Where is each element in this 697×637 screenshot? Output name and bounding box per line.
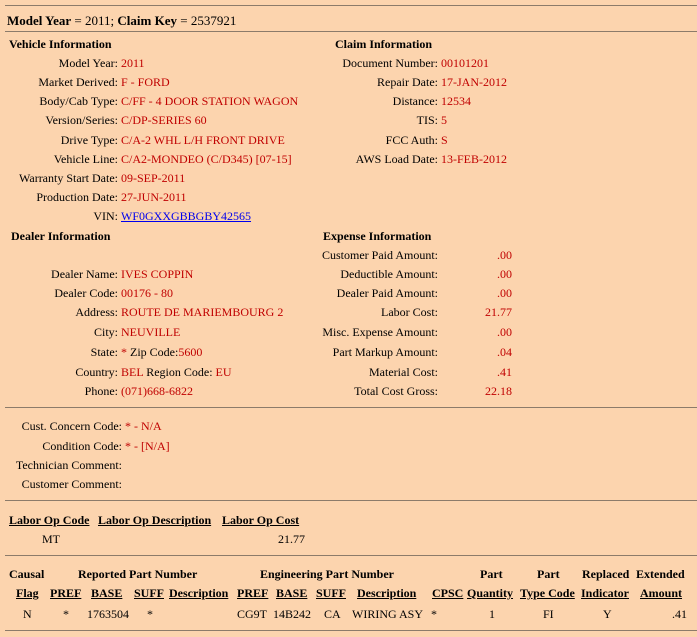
phone-value: (071)668-6822: [121, 384, 193, 398]
parts-header: Flag: [16, 586, 39, 600]
dealer-label: Dealer Name:: [51, 267, 118, 281]
model-year-label: Model Year: [7, 13, 72, 28]
comment-label: Customer Comment:: [21, 477, 122, 491]
claim-label: TIS:: [416, 113, 438, 127]
parts-header: PREF: [237, 586, 269, 600]
expense-value: 21.77: [485, 305, 512, 319]
expense-value: .41: [497, 365, 512, 379]
claim-label: Distance:: [392, 94, 438, 108]
claim-label: AWS Load Date:: [355, 152, 438, 166]
vehicle-value: 2011: [121, 56, 145, 70]
labor-header-code: Labor Op Code: [9, 513, 90, 527]
country-region-row: [121, 365, 232, 380]
vehicle-label: Drive Type:: [60, 133, 118, 147]
vin-link[interactable]: WF0GXXGBBGBY42565: [121, 209, 252, 223]
parts-cell: CG9T: [237, 607, 267, 621]
parts-header: Quantity: [467, 586, 514, 600]
parts-group-replaced: Replaced: [582, 567, 630, 581]
vehicle-value: 27-JUN-2011: [121, 190, 187, 204]
parts-cell: FI: [543, 607, 554, 621]
expense-label: Labor Cost:: [381, 305, 438, 319]
expense-label: Deductible Amount:: [340, 267, 438, 281]
expense-value: .00: [497, 325, 512, 339]
parts-header: CPSC: [432, 586, 464, 600]
vehicle-label: Model Year:: [58, 56, 118, 70]
country-value: BEL: [121, 365, 144, 379]
vehicle-label: Version/Series:: [45, 113, 118, 127]
expense-label: Material Cost:: [369, 365, 438, 379]
comment-label: Condition Code:: [42, 439, 122, 453]
page-header: Model Year = 2011; Claim Key = 2537921: [7, 13, 237, 28]
region-label: Region Code:: [146, 365, 213, 379]
claim-value: 00101201: [441, 56, 489, 70]
claim-value: 5: [441, 113, 447, 127]
dealer-label: City:: [93, 325, 118, 339]
comment-value: * - [N/A]: [125, 439, 170, 453]
claim-label: Document Number:: [342, 56, 438, 70]
vehicle-value: C/A2-MONDEO (C/D345) [07-15]: [121, 152, 292, 166]
parts-cell: N: [23, 607, 32, 621]
section-divider: [5, 555, 697, 556]
parts-header: Indicator: [581, 586, 629, 600]
parts-header: Amount: [640, 586, 683, 600]
comment-label: Technician Comment:: [15, 458, 122, 472]
claim-key-label: Claim Key: [117, 13, 177, 28]
expense-value: .04: [497, 345, 512, 359]
vehicle-value: C/DP-SERIES 60: [121, 113, 207, 127]
expense-value: .00: [497, 248, 512, 262]
vehicle-info-title: Vehicle Information: [9, 37, 112, 51]
vehicle-label: Body/Cab Type:: [39, 94, 118, 108]
dealer-value: NEUVILLE: [121, 325, 181, 339]
state-zip-row: [121, 345, 202, 360]
parts-group-causal: Causal: [9, 567, 45, 581]
claim-value: S: [441, 133, 448, 147]
vehicle-value: F - FORD: [121, 75, 170, 89]
dealer-value: 00176 - 80: [121, 286, 173, 300]
vehicle-label: Market Derived:: [38, 75, 118, 89]
parts-group-part2: Part: [537, 567, 560, 581]
parts-cell: .41: [672, 607, 687, 621]
top-divider: [5, 5, 697, 6]
expense-value: 22.18: [485, 384, 512, 398]
parts-header: Description: [169, 586, 229, 600]
dealer-value: IVES COPPIN: [121, 267, 194, 281]
labor-header-desc: Labor Op Description: [98, 513, 212, 527]
expense-label: Misc. Expense Amount:: [322, 325, 438, 339]
expense-info-title: Expense Information: [323, 229, 432, 243]
vehicle-value: C/FF - 4 DOOR STATION WAGON: [121, 94, 299, 108]
comment-value: * - N/A: [125, 419, 162, 433]
labor-cell-code: MT: [42, 532, 60, 546]
section-divider: [5, 500, 697, 501]
parts-cell: *: [63, 607, 69, 621]
parts-cell: WIRING ASY: [352, 607, 423, 621]
parts-group-extended: Extended: [636, 567, 685, 581]
zip-label: Zip Code:: [130, 345, 179, 359]
parts-header: SUFF: [316, 586, 346, 600]
parts-cell: CA: [324, 607, 341, 621]
vin-label: VIN:: [93, 209, 118, 223]
comment-label: Cust. Concern Code:: [21, 419, 122, 433]
phone-label: Phone:: [84, 384, 118, 398]
expense-label: Customer Paid Amount:: [321, 248, 438, 262]
parts-cell: *: [431, 607, 437, 621]
vehicle-label: Production Date:: [36, 190, 118, 204]
expense-value: .00: [497, 286, 512, 300]
parts-cell: 1763504: [87, 607, 129, 621]
dealer-value: ROUTE DE MARIEMBOURG 2: [121, 305, 284, 319]
expense-label: Dealer Paid Amount:: [336, 286, 438, 300]
vehicle-value: C/A-2 WHL L/H FRONT DRIVE: [121, 133, 285, 147]
labor-header-cost: Labor Op Cost: [222, 513, 300, 527]
parts-cell: 14B242: [273, 607, 312, 621]
dealer-label: Address:: [75, 305, 118, 319]
labor-cell-cost: 21.77: [278, 532, 305, 546]
parts-header: PREF: [50, 586, 82, 600]
section-divider: [5, 407, 697, 408]
claim-label: Repair Date:: [377, 75, 438, 89]
parts-cell: *: [147, 607, 153, 621]
parts-header: SUFF: [134, 586, 164, 600]
expense-label: Part Markup Amount:: [332, 345, 438, 359]
vehicle-label: Vehicle Line:: [53, 152, 118, 166]
country-label: Country:: [75, 365, 118, 379]
parts-header: BASE: [91, 586, 123, 600]
region-value: EU: [215, 365, 232, 379]
state-label: State:: [90, 345, 118, 359]
parts-cell: Y: [603, 607, 612, 621]
state-value: *: [121, 345, 127, 359]
claim-label: FCC Auth:: [385, 133, 438, 147]
parts-group-reported: Reported Part Number: [78, 567, 198, 581]
expense-label: Total Cost Gross:: [354, 384, 438, 398]
parts-header: Type Code: [520, 586, 575, 600]
claim-value: 12534: [441, 94, 471, 108]
parts-group-engineering: Engineering Part Number: [260, 567, 394, 581]
dealer-info-title: Dealer Information: [11, 229, 111, 243]
expense-value: .00: [497, 267, 512, 281]
parts-cell: 1: [489, 607, 495, 621]
claim-key-value: 2537921: [190, 13, 237, 28]
parts-header: BASE: [276, 586, 308, 600]
bottom-divider: [5, 630, 697, 631]
zip-value: 5600: [178, 345, 203, 359]
claim-value: 13-FEB-2012: [441, 152, 507, 166]
parts-group-part1: Part: [480, 567, 503, 581]
claim-info-title: Claim Information: [335, 37, 432, 51]
parts-header: Description: [357, 586, 417, 600]
vehicle-value: 09-SEP-2011: [121, 171, 186, 185]
dealer-label: Dealer Code:: [54, 286, 118, 300]
claim-value: 17-JAN-2012: [441, 75, 507, 89]
model-year-value: 2011: [84, 13, 111, 28]
header-divider: [5, 31, 697, 32]
vehicle-label: Warranty Start Date:: [19, 171, 118, 185]
